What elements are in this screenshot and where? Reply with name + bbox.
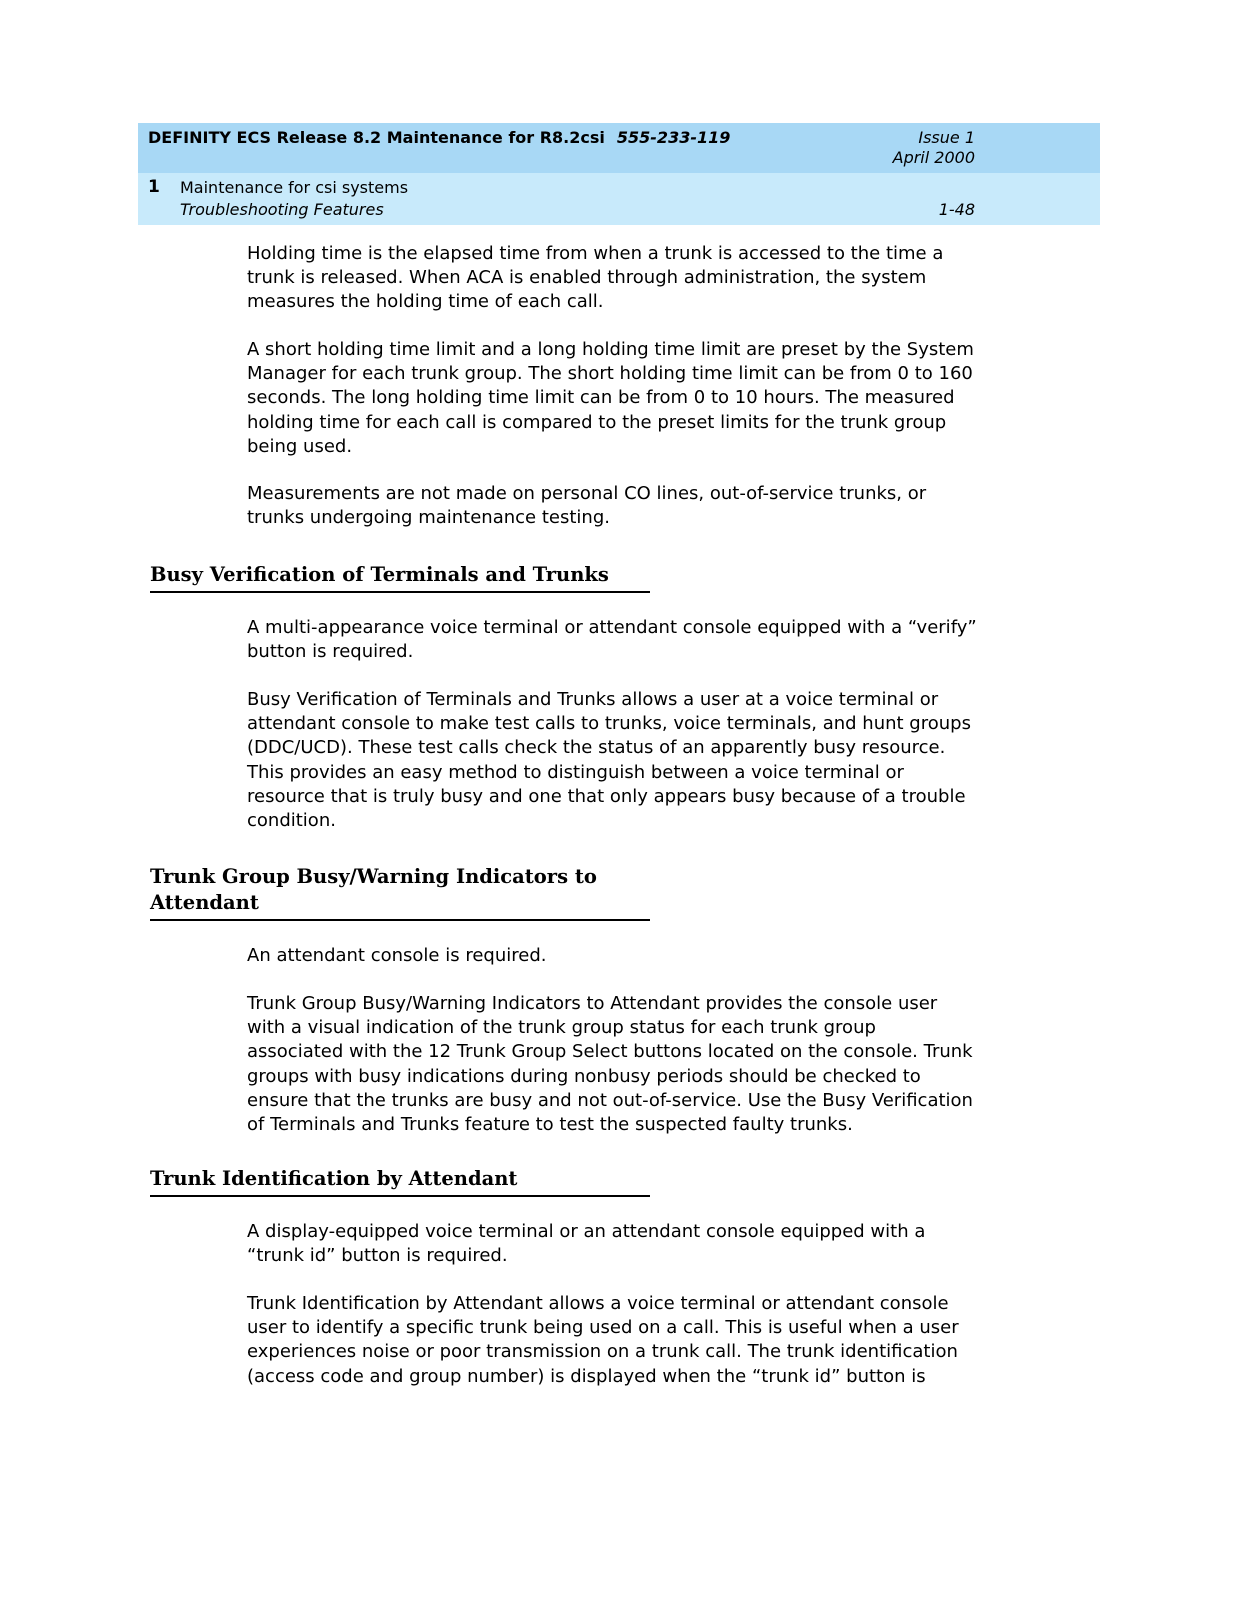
paragraph-trunk-group-busy: Trunk Group Busy/Warning Indicators to Attendant provides the console user with a visual indication of the trunk group status for each trunk group associated with the 12 Trunk Group Select buttons located on the console. Trunk groups with busy indications during nonbusy periods should be checked to ensure that the trunks are busy and not out-of-service. Use the Busy Verification of Terminals and Trunks feature to test the suspected faulty trunks. [247,993,973,1136]
heading-trunk-group-busy: Trunk Group Busy/Warning Indicators to Attendant [150,864,650,921]
heading-trunk-identification: Trunk Identification by Attendant [150,1166,650,1197]
issue-info [893,128,975,168]
document-title-text: DEFINITY ECS Release 8.2 Maintenance for R8.2csi [148,128,605,147]
document-number: 555-233-119 [616,128,731,147]
issue-date: April 2000 [892,148,975,167]
paragraph-holding-limits: A short holding time limit and a long holding time limit are preset by the System Manager for each trunk group. The short holding time limit can be from 0 to 160 seconds. The long holding time limit can be from 0 to 10 hours. The measured holding time for each call is compared to the preset limits for the trunk group being used. [247,339,974,457]
paragraph-holding-time: Holding time is the elapsed time from when a trunk is accessed to the time a trunk is released. When ACA is enabled through administration, the system measures the holding time of each call. [247,243,944,313]
paragraph-console-requirement: An attendant console is required. [247,945,547,966]
section-title: Troubleshooting Features [180,200,384,219]
chapter-header [138,173,1100,225]
paragraph-busy-verification: Busy Verification of Terminals and Trunks allows a user at a voice terminal or attendant console to make test calls to trunks, voice terminals, and hunt groups (DDC/UCD). These test calls check the status of an apparently busy resource. This provides an easy method to distinguish between a voice terminal or resource that is truly busy and one that only appears busy because of a trouble condition. [247,689,971,832]
paragraph-measurements: Measurements are not made on personal CO lines, out-of-service trunks, or trunks undergoing maintenance testing. [247,483,927,529]
paragraph-trunk-identification: Trunk Identification by Attendant allows a voice terminal or attendant console user to identify a specific trunk being used on a call. This is useful when a user experiences noise or poor transmission on a trunk call. The trunk identification (access code and group number) is displayed when the “trunk id” button is [247,1293,959,1387]
paragraph-verify-requirement: A multi-appearance voice terminal or attendant console equipped with a “verify” button is required. [247,617,977,663]
issue-number: Issue 1 [918,128,975,147]
chapter-title: Maintenance for csi systems [180,178,409,197]
page-number: 1-48 [938,200,975,219]
running-header [138,123,1100,173]
chapter-number: 1 [148,177,160,197]
document-title [148,128,730,147]
heading-busy-verification: Busy Verification of Terminals and Trunks [150,562,650,593]
paragraph-trunk-id-requirement: A display-equipped voice terminal or an attendant console equipped with a “trunk id” button is required. [247,1221,926,1267]
